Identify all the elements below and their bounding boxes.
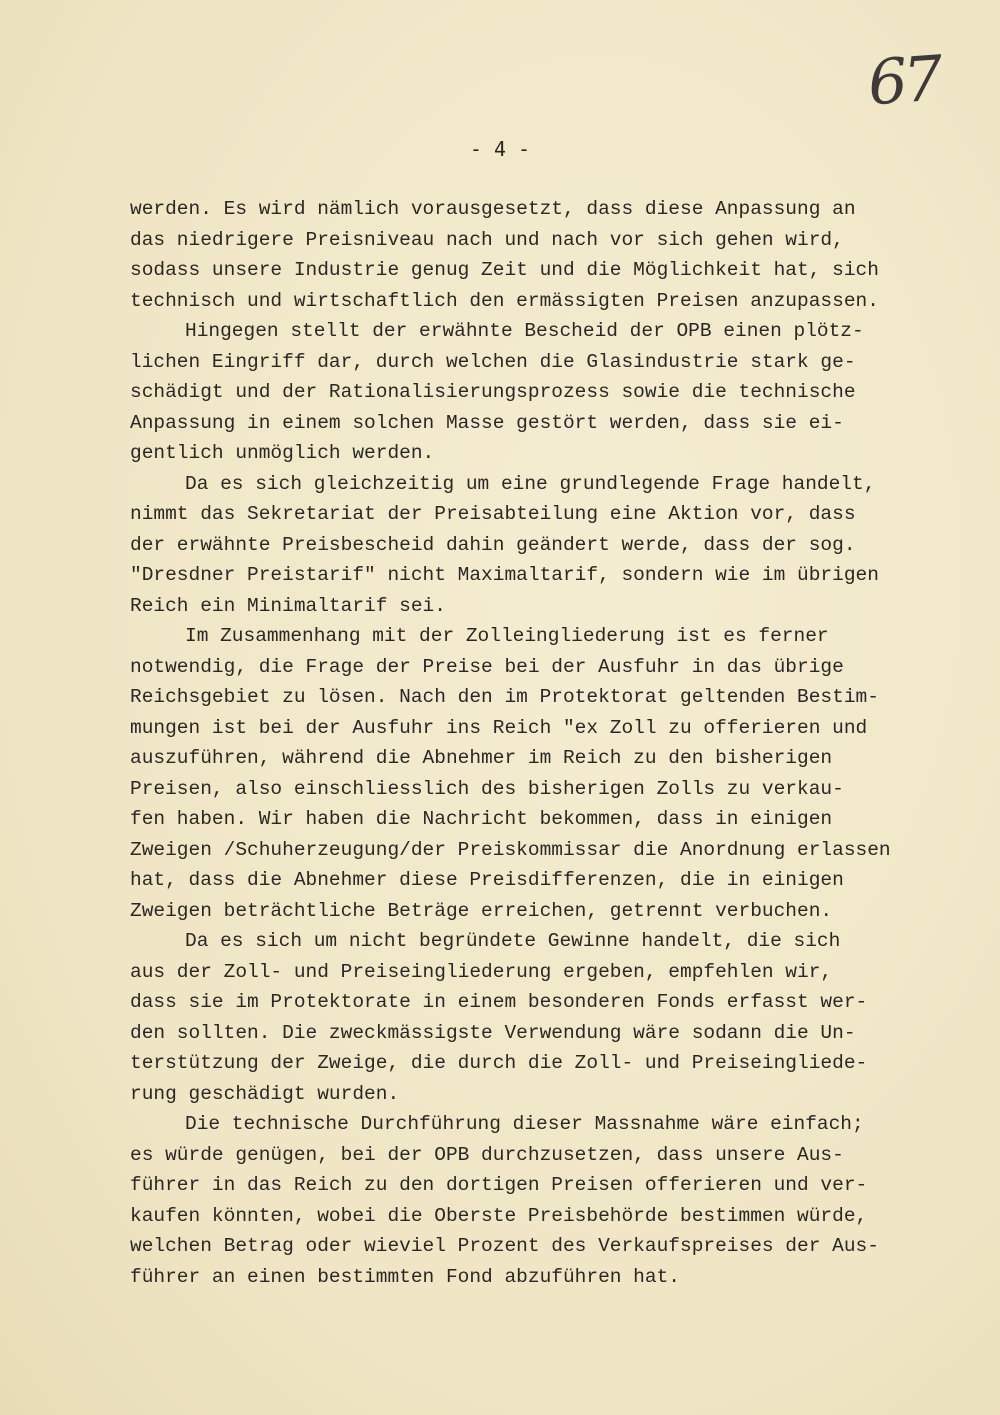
page-number: - 4 -	[469, 137, 531, 161]
text-line: gentlich unmöglich werden.	[130, 442, 435, 464]
text-line: dass sie im Protektorate in einem besonderen Fonds erfasst wer-	[130, 991, 868, 1013]
text-line: nimmt das Sekretariat der Preisabteilung eine Aktion vor, dass	[130, 503, 856, 525]
text-line: fen haben. Wir haben die Nachricht bekommen, dass in einigen	[130, 808, 833, 830]
text-line: es würde genügen, bei der OPB durchzusetzen, dass unsere Aus-	[130, 1143, 844, 1166]
text-line: Zweigen beträchtliche Beträge erreichen, getrennt verbuchen.	[130, 899, 833, 922]
text-line: welchen Betrag oder wieviel Prozent des Verkaufspreises der Aus-	[130, 1235, 879, 1257]
text-line: führer in das Reich zu den dortigen Preisen offerieren und ver-	[130, 1174, 868, 1196]
text-line: aus der Zoll- und Preiseingliederung ergeben, empfehlen wir,	[130, 960, 833, 983]
text-line: schädigt und der Rationalisierungsprozess sowie die technische	[130, 381, 856, 403]
text-line: "Dresdner Preistarif" nicht Maximaltarif, sondern wie im übrigen	[130, 564, 879, 586]
text-line: hat, dass die Abnehmer diese Preisdifferenzen, die in einigen	[130, 869, 844, 891]
text-line: Im Zusammenhang mit der Zolleingliederung ist es ferner	[185, 625, 829, 647]
text-line: der erwähnte Preisbescheid dahin geändert werde, dass der sog.	[130, 533, 856, 556]
text-line: rung geschädigt wurden.	[130, 1082, 400, 1105]
text-line: den sollten. Die zweckmässigste Verwendung wäre sodann die Un-	[130, 1021, 856, 1044]
text-line: Anpassung in einem solchen Masse gestört werden, dass sie ei-	[130, 411, 844, 434]
typewritten-body-text	[130, 194, 960, 1292]
text-line: Da es sich gleichzeitig um eine grundlegende Frage handelt,	[185, 472, 876, 495]
text-line: Hingegen stellt der erwähnte Bescheid der OPB einen plötz-	[185, 320, 864, 342]
text-line: Zweigen /Schuherzeugung/der Preiskommissar die Anordnung erlassen	[130, 838, 891, 861]
text-line: Die technische Durchführung dieser Massnahme wäre einfach;	[185, 1113, 864, 1135]
text-line: kaufen könnten, wobei die Oberste Preisbehörde bestimmen würde,	[130, 1204, 868, 1227]
text-line: Reich ein Minimaltarif sei.	[130, 594, 446, 617]
text-line: führer an einen bestimmten Fond abzuführen hat.	[130, 1265, 680, 1288]
text-line: auszuführen, während die Abnehmer im Reich zu den bisherigen	[130, 747, 833, 769]
text-line: technisch und wirtschaftlich den ermässigten Preisen anzupassen.	[130, 289, 879, 312]
text-line: terstützung der Zweige, die durch die Zoll- und Preiseingliede-	[130, 1052, 868, 1074]
text-line: notwendig, die Frage der Preise bei der Ausfuhr in das übrige	[130, 655, 844, 678]
text-line: sodass unsere Industrie genug Zeit und die Möglichkeit hat, sich	[130, 259, 879, 281]
text-line: das niedrigere Preisniveau nach und nach vor sich gehen wird,	[130, 228, 844, 251]
text-line: werden. Es wird nämlich vorausgesetzt, dass diese Anpassung an	[130, 198, 856, 220]
text-line: Reichsgebiet zu lösen. Nach den im Protektorat geltenden Bestim-	[130, 686, 879, 708]
text-line: mungen ist bei der Ausfuhr ins Reich "ex Zoll zu offerieren und	[130, 716, 868, 739]
handwritten-folio-number: 67	[865, 41, 942, 120]
text-line: lichen Eingriff dar, durch welchen die Glasindustrie stark ge-	[130, 350, 856, 373]
text-line: Da es sich um nicht begründete Gewinne handelt, die sich	[185, 930, 841, 952]
text-line: Preisen, also einschliesslich des bisherigen Zolls zu verkau-	[130, 777, 844, 800]
